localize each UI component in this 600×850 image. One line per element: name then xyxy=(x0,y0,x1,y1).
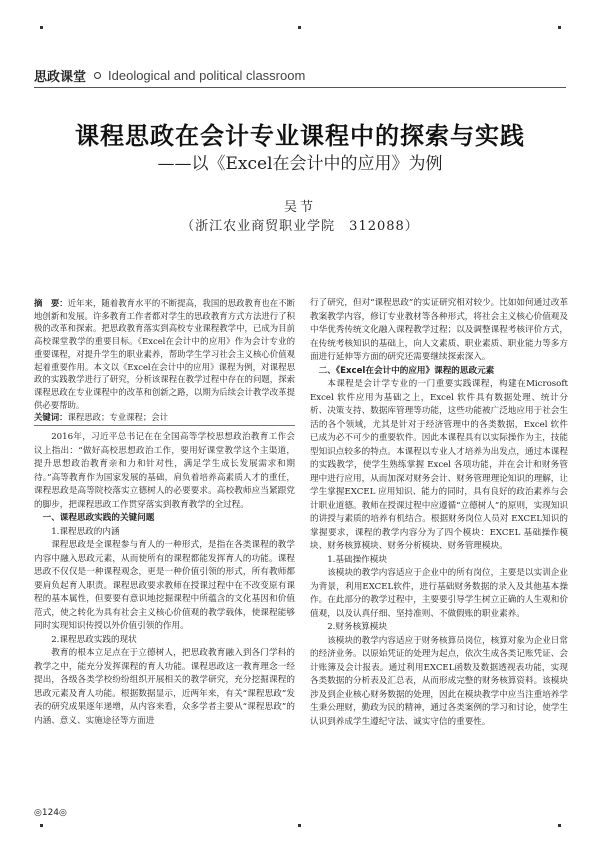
subheading-1-1: 1.课程思政的内涵 xyxy=(51,526,120,537)
body-paragraph: 本课程是会计学专业的一门重要实践课程，构建在Microsoft Excel 软件应用为基础之上，Excel 软件具有数据处理、统计分析、决策支持、数据库管理等功能，这些功能被广泛地应用于社会生活的各个领域，尤其是针对于经济管理中的各类数据，Excel 软件已成为必不可少的重要软件。因此本课程具有以实际操作为主，技能型知识点较多的特点。本课程以专业人才培养为出发点，通过本课程的实践教学，使学生熟练掌握 Excel 各项功能，并在会计和财务管理中进行应用，从而加深对财务会计、财务管理理论知识的理解，让学生掌握EXCEL 应用知识、能力的同时，具有良好的政治素养与会计职业道德。教师在授课过程中应遵循“立德树人”的原则，实现知识的讲授与素质的培养有机结合。根据财务岗位人员对 EXCEL知识的掌握要求，课程的教学内容分为了四个模块：EXCEL 基础操作模块、财务核算模块、财务分析模块、财务管理模块。 xyxy=(310,379,569,551)
body-paragraph: 教育的根本立足点在于立德树人，把思政教育融入到各门学科的教学之中，能充分发挥课程的育人功能。课程思政这一教育理念一经提出，各级各类学校纷纷组织开展相关的教学研究，充分挖掘课程的思政元素及育人功能。根据数据显示，近两年来，有关“课程思政”发表的研究成果逐年递增，从内容来看，众多学者主要从“课程思政”的内涵、意义、实施途径等方面进 xyxy=(34,648,295,726)
crop-mark-top-center xyxy=(298,26,301,29)
intro-paragraph: 2016年，习近平总书记在在全国高等学校思想政治教育工作会议上指出：“做好高校思想政治工作，要用好课堂教学这个主渠道，提升思想政治教育亲和力和针对性，满足学生成长发展需求和期待。”高等教育作为国家发展的基础，肩负着培养高素质人才的重任，课程思政是高等院校落实立德树人的必要要求。高校教师应当紧跟党的脚步，把课程思政工作贯穿落实到教育教学的全过程。 xyxy=(34,432,295,510)
keywords-label: 关键词： xyxy=(34,412,68,423)
section-heading-2: 二、《Excel在会计中的应用》课程的思政元素 xyxy=(318,365,495,376)
body-paragraph: 课程思政是全课程参与育人的一种形式，是指在各类课程的教学内容中融入思政元素，从而使所有的课程都能发挥育人的功能。课程思政不仅仅是一种课程观念，更是一种价值引领的形式，所有教师都要肩负起育人职责。课程思政要求教师在授课过程中在不改变原有课程的基本属性，但要要有意识地挖掘课程中所蕴含的文化基因和价值范式，使之转化为具有社会主义核心价值观的教学载体，使课程能够同时实现知识传授以外价值引领的作用。 xyxy=(34,540,295,631)
circle-bullet-icon xyxy=(94,72,101,79)
left-column xyxy=(34,431,295,728)
continued-paragraph: 行了研究，但对“课程思政”的实证研究相对较少。比如如何通过改革教案教学内容，修订专业教材等各种形式，将社会主义核心价值观及中华优秀传统文化融入课程教学过程；以及调整课程考核评价方式，在传统考核知识的基础上，向人文素质、职业素质、职业能力等多方面进行延伸等方面的研究还需要继续探索深入。 xyxy=(310,298,569,362)
keywords-text: 课程思政；专业课程；会计 xyxy=(67,412,168,423)
crop-mark-bottom-right xyxy=(558,824,561,827)
abstract-divider xyxy=(34,425,295,426)
abstract-block xyxy=(34,297,295,424)
right-column xyxy=(310,297,568,729)
section-heading-1: 一、课程思政实践的关键问题 xyxy=(42,513,155,523)
section-name-en: Ideological and political classroom xyxy=(108,68,306,83)
subheading-2-2: 2.财务核算模块 xyxy=(327,622,387,632)
crop-mark-top-left xyxy=(40,26,43,29)
subheading-1-2: 2.课程思政实践的现状 xyxy=(51,634,137,645)
abstract-paragraph xyxy=(34,297,295,411)
header-rule xyxy=(34,87,566,88)
crop-mark-top-right xyxy=(558,26,561,29)
abstract-text: 近年来，随着教育水平的不断提高，我国的思政教育也在不断地创新和发展。许多教育工作者都对学生的思政教育方式方法进行了积极的改革和探索。把思政教育落实到高校专业课程教学中，已成为目前高校课堂教学的重要目标。《Excel在会计中的应用》作为会计专业的重要课程，对提升学生的职业素养，帮助学生学习社会主义核心价值观起着重要作用。本文以《Excel在会计中的应用》课程为例，对课程思政的实践教学进行了研究，分析该课程在教学过程中存在的问题，探索课程思政在专业课程中的改革和创新之路，以期为后续会计教学改革提供必要帮助。 xyxy=(34,298,296,410)
crop-mark-bottom-left xyxy=(40,824,43,827)
keywords-line xyxy=(34,411,295,424)
author-affiliation: （浙江农业商贸职业学院 312088） xyxy=(181,219,419,234)
page-number: ◎124◎ xyxy=(34,808,67,818)
crop-mark-bottom-center xyxy=(298,824,301,827)
abstract-label: 摘 要： xyxy=(34,298,68,308)
body-paragraph: 该模块的教学内容适应于企业中的所有岗位，主要是以实训企业为背景，利用EXCEL软件，进行基础财务数据的录入及其他基本操作。在此部分的教学过程中，主要要引导学生树立正确的人生观和价值观，以及认真仔细、坚持准则、不做假账的职业素养。 xyxy=(310,568,568,619)
running-header xyxy=(34,66,305,85)
author-name: 吴节 xyxy=(283,200,316,215)
body-paragraph: 该模块的教学内容适应于财务核算员岗位，核算对象为企业日常的经济业务。以原始凭证的处理为起点，依次生成各类记账凭证、会计账簿及会计报表。通过利用EXCEL函数及数据透视表功能，实现各类数据的分析表及汇总表，从而形成完整的财务核算资料。该模块涉及到企业核心财务数据的处理，因此在模块教学中应当注重培养学生秉公理财，勤政为民的精神，通过各类案例的学习和讨论，使学生认识到养成学生遵纪守法、诚实守信的重要性。 xyxy=(310,635,568,727)
article-title: 课程思政在会计专业课程中的探索与实践 xyxy=(75,122,525,150)
article-subtitle: ——以《Excel在会计中的应用》为例 xyxy=(157,154,443,174)
section-name-cn: 思政课堂 xyxy=(34,70,87,85)
subheading-2-1: 1.基础操作模块 xyxy=(327,554,387,565)
